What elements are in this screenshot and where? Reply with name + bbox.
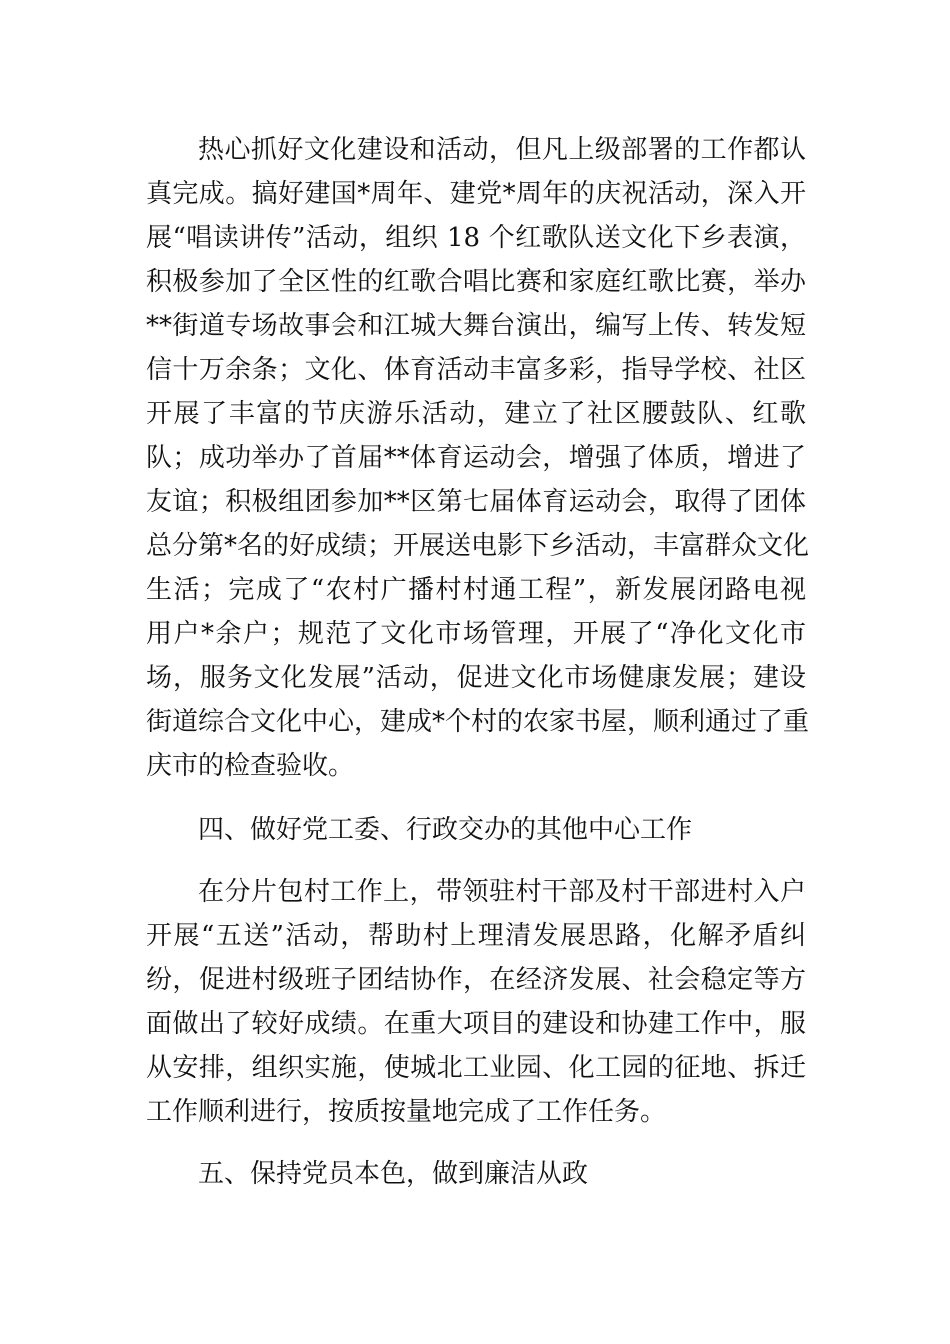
section-heading-5: 五、保持党员本色，做到廉洁从政 xyxy=(198,1159,589,1189)
paragraph-2-line-2: 开展“五送”活动，帮助村上理清发展思路，化解矛盾纠 xyxy=(146,921,806,951)
paragraph-1-line-4: 积极参加了全区性的红歌合唱比赛和家庭红歌比赛，举办 xyxy=(146,267,806,297)
paragraph-1-line-10: 总分第*名的好成绩；开展送电影下乡活动，丰富群众文化 xyxy=(146,531,810,561)
paragraph-2-line-3: 纷，促进村级班子团结协作，在经济发展、社会稳定等方 xyxy=(146,965,806,995)
paragraph-1-line-1: 热心抓好文化建设和活动，但凡上级部署的工作都认 xyxy=(198,135,806,165)
paragraph-2-line-5: 从安排，组织实施，使城北工业园、化工园的征地、拆迁 xyxy=(146,1053,806,1083)
section-heading-4: 四、做好党工委、行政交办的其他中心工作 xyxy=(198,815,693,845)
paragraph-1-line-14: 街道综合文化中心，建成*个村的农家书屋，顺利通过了重 xyxy=(146,707,810,737)
paragraph-1-line-5: **街道专场故事会和江城大舞台演出，编写上传、转发短 xyxy=(146,311,806,341)
paragraph-1-line-7: 开展了丰富的节庆游乐活动，建立了社区腰鼓队、红歌 xyxy=(146,399,806,429)
paragraph-1-line-3: 展“唱读讲传”活动，组织 18 个红歌队送文化下乡表演， xyxy=(146,223,806,253)
paragraph-1-line-9: 友谊；积极组团参加**区第七届体育运动会，取得了团体 xyxy=(146,487,806,517)
paragraph-2-line-6: 工作顺利进行，按质按量地完成了工作任务。 xyxy=(146,1097,667,1127)
paragraph-2-line-4: 面做出了较好成绩。在重大项目的建设和协建工作中，服 xyxy=(146,1009,806,1039)
paragraph-1-line-6: 信十万余条；文化、体育活动丰富多彩，指导学校、社区 xyxy=(146,355,806,385)
paragraph-1-line-2: 真完成。搞好建国*周年、建党*周年的庆祝活动，深入开 xyxy=(146,179,806,209)
paragraph-2-line-1: 在分片包村工作上，带领驻村干部及村干部进村入户 xyxy=(198,877,806,907)
paragraph-1-line-13: 场，服务文化发展”活动，促进文化市场健康发展；建设 xyxy=(146,663,806,693)
paragraph-1-line-12: 用户*余户；规范了文化市场管理，开展了“净化文化市 xyxy=(146,619,806,649)
paragraph-1-line-11: 生活；完成了“农村广播村村通工程”，新发展闭路电视 xyxy=(146,575,806,605)
paragraph-1-line-8: 队；成功举办了首届**体育运动会，增强了体质，增进了 xyxy=(146,443,806,473)
paragraph-1-line-15: 庆市的检查验收。 xyxy=(146,751,355,781)
